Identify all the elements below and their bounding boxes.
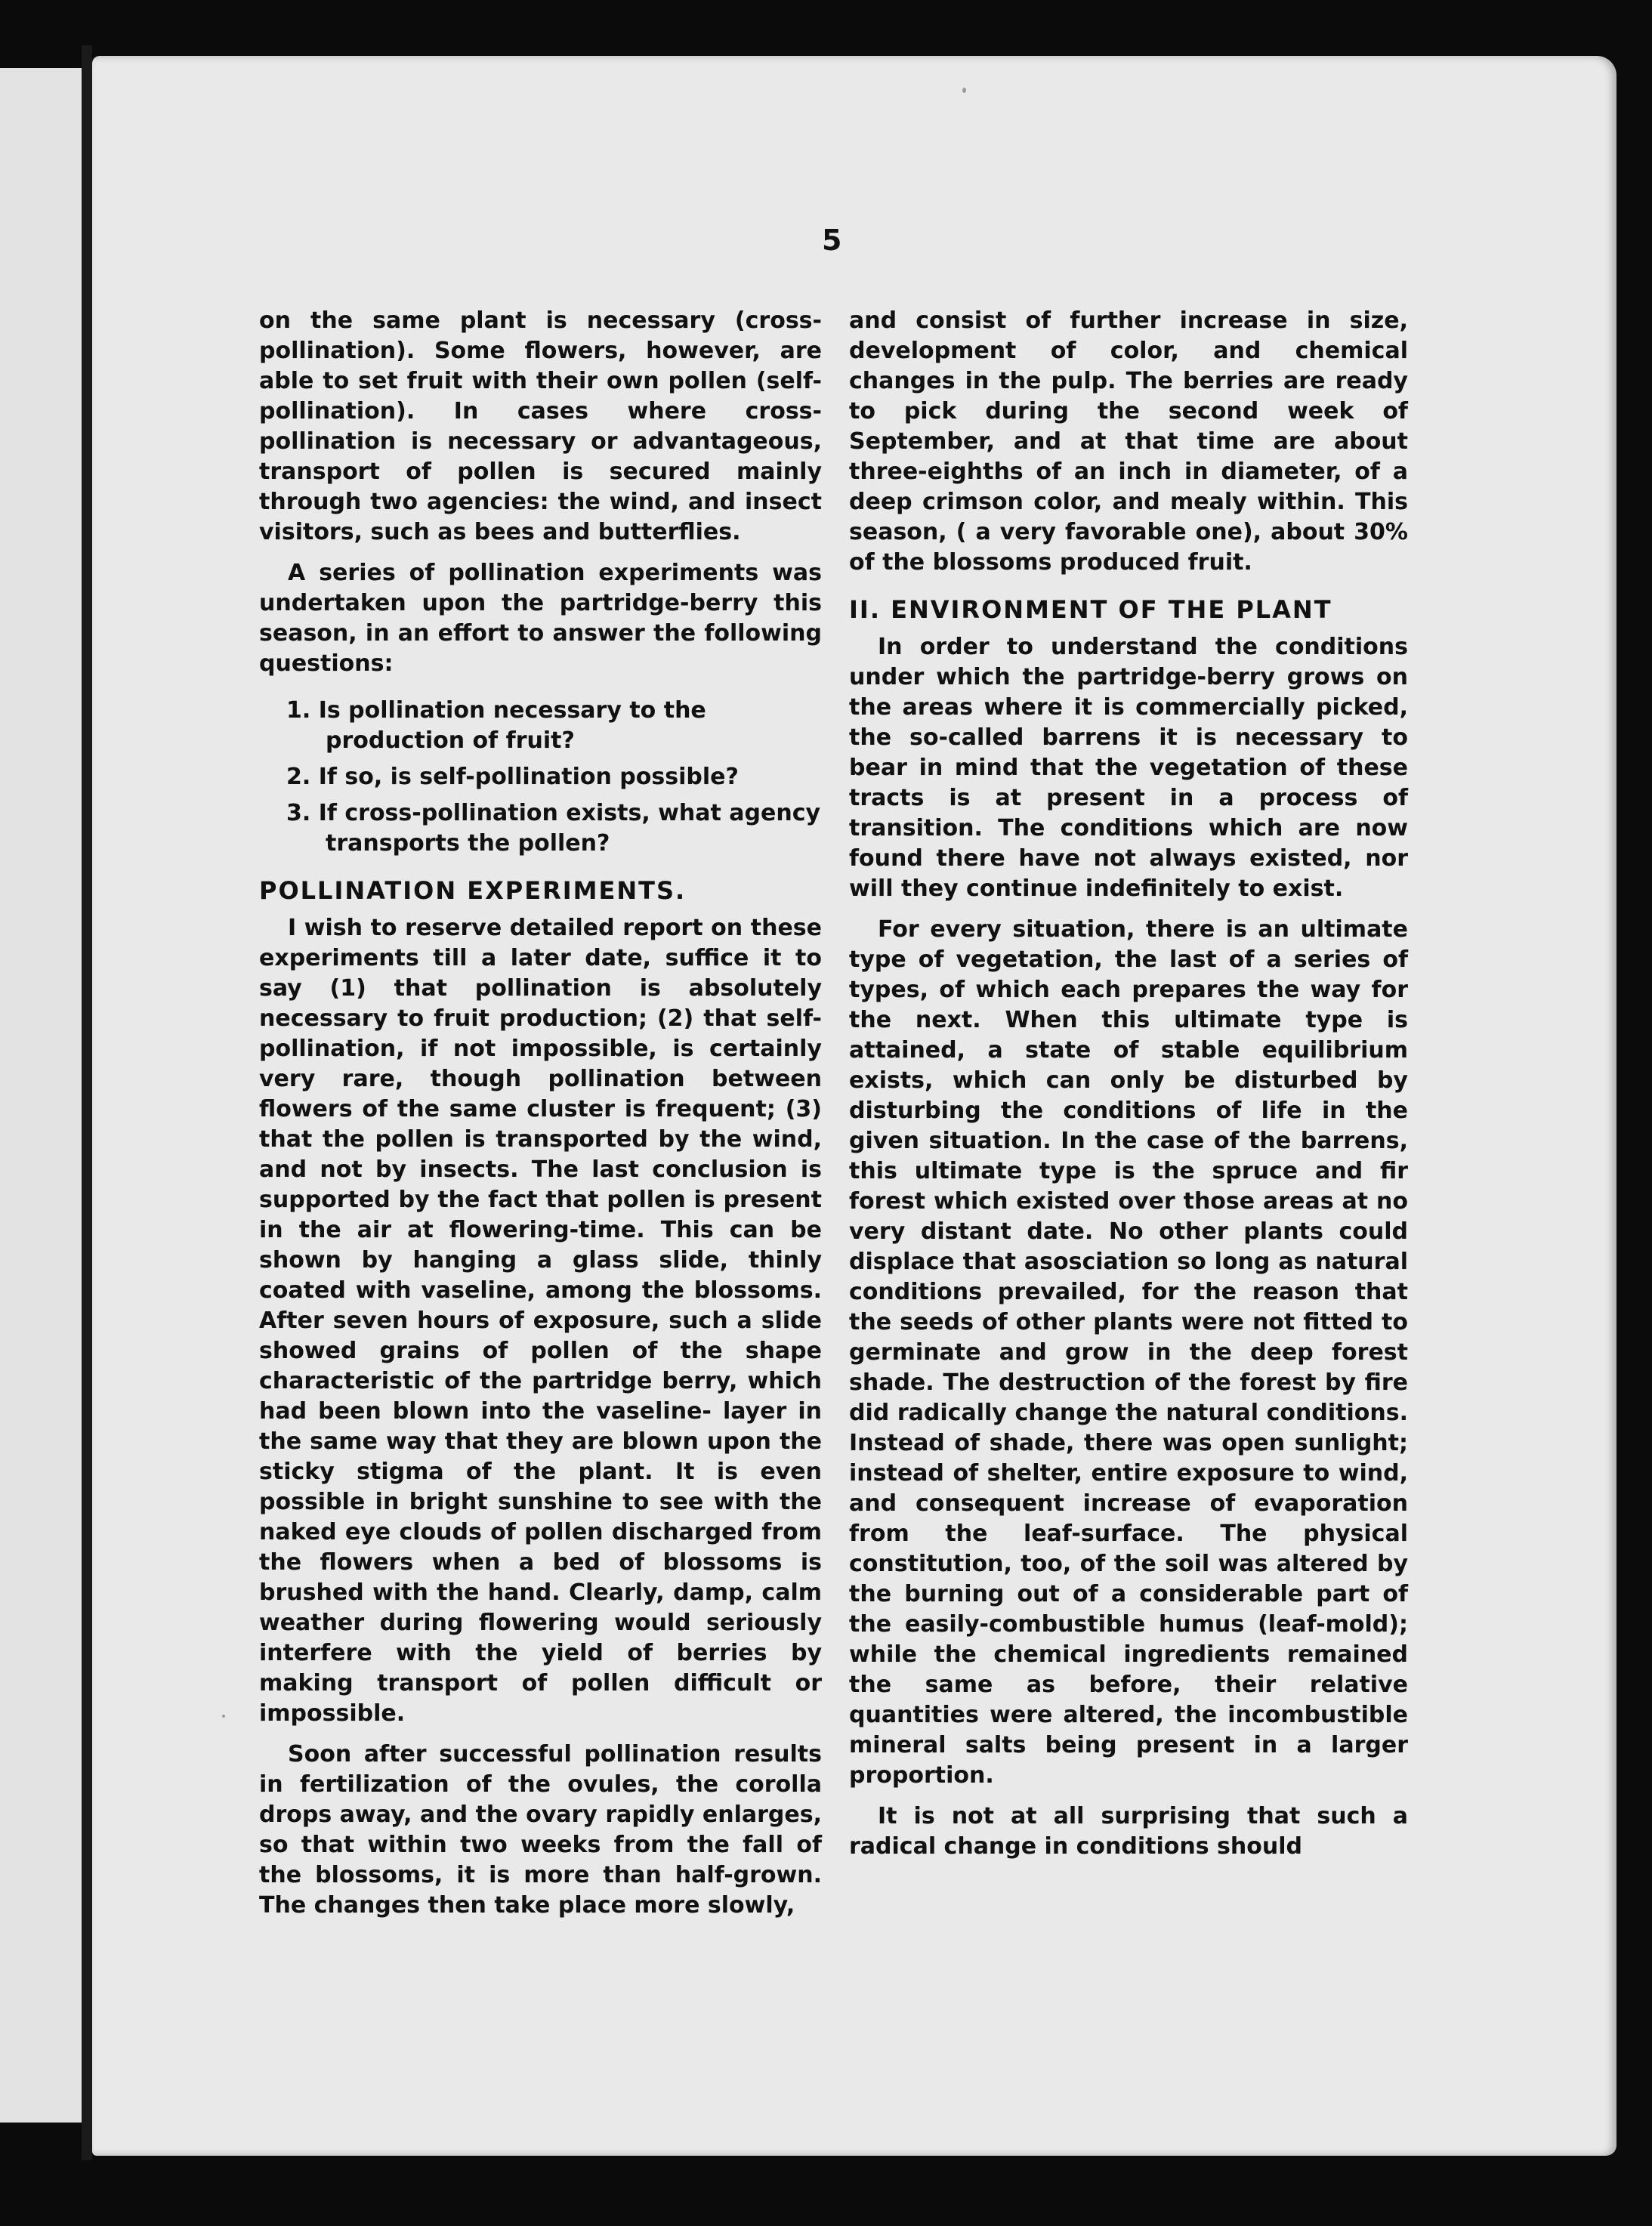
right-column [849,306,1408,1872]
paragraph: For every situation, there is an ultimate type of vegetation, the last of a series of types, of which each prepares the way for the next. When this ultimate type is attained, a state of stable equilibrium exists, which can only be disturbed by disturbing the conditions of life in the given situation. In the case of the barrens, this ultimate type is the spruce and fir forest which existed over those areas at no very distant date. No other plants could displace that asosciation so long as natural conditions prevailed, for the reason that the seeds of other plants were not fitted to germinate and grow in the deep forest shade. The destruction of the forest by fire did radically change the natural conditions. Instead of shade, there was open sunlight; instead of shelter, entire exposure to wind, and consequent increase of evaporation from the leaf-surface. The physical constitution, too, of the soil was altered by the burning out of a considerable part of the easily-combustible humus (leaf-mold); while the chemical ingredients remained the same as before, their relative quantities were altered, the incombustible mineral salts being present in a larger proportion. [849,916,1408,1789]
section-heading: POLLINATION EXPERIMENTS. [259,876,687,905]
paragraph: A series of pollination experiments was undertaken upon the partridge-berry this season, in an effort to answer the following questions: [259,560,822,677]
question-item: 2. If so, is self-pollination possible? [286,764,739,790]
print-speck [222,1715,225,1718]
paragraph: on the same plant is necessary (cross-pollination). Some flowers, however, are able to set fruit with their own pollen (self-pollination). In cases where cross-pollination is necessary or advantageous, transport of pollen is secured mainly through two agencies: the wind, and insect visitors, such as bees and butterflies. [259,307,822,545]
print-speck [962,88,966,93]
section-heading: II. ENVIRONMENT OF THE PLANT [849,595,1332,624]
paragraph: Soon after successful pollination results in fertilization of the ovules, the corolla drops away, and the ovary rapidly enlarges, so that within two weeks from the fall of the blossoms, it is more than half-grown. The changes then take place more slowly, [259,1741,822,1919]
left-column [259,306,822,1931]
paragraph: and consist of further increase in size, development of color, and chemical changes in the pulp. The berries are ready to pick during the second week of September, and at that time are about three-eighths of an inch in diameter, of a deep crimson color, and mealy within. This season, ( a very favorable one), about 30% of the blossoms produced fruit. [849,307,1408,576]
question-list [259,696,822,859]
facing-page-edge [0,68,82,2123]
book-gutter [82,45,92,2160]
question-item: 1. Is pollination necessary to the production of fruit? [286,697,706,754]
page-number: 5 [822,224,842,257]
question-item: 3. If cross-pollination exists, what agency transports the pollen? [286,800,821,857]
paragraph: In order to understand the conditions under which the partridge-berry grows on the areas where it is commercially picked, the so-called barrens it is necessary to bear in mind that the vegetation of these tracts is at present in a process of transition. The conditions which are now found there have not always existed, nor will they continue indefinitely to exist. [849,634,1408,902]
paragraph: It is not at all surprising that such a radical change in conditions should [849,1803,1408,1860]
paragraph: I wish to reserve detailed report on these experiments till a later date, suffice it to say (1) that pollination is absolutely necessary to fruit production; (2) that self-pollination, if not impossible, is certainly very rare, though pollination between flowers of the same cluster is frequent; (3) that the pollen is transported by the wind, and not by insects. The last conclusion is supported by the fact that pollen is present in the air at flowering-time. This can be shown by hanging a glass slide, thinly coated with vaseline, among the blossoms. After seven hours of exposure, such a slide showed grains of pollen of the shape characteristic of the partridge berry, which had been blown into the vaseline- layer in the same way that they are blown upon the sticky stigma of the plant. It is even possible in bright sunshine to see with the naked eye clouds of pollen discharged from the flowers when a bed of blossoms is brushed with the hand. Clearly, damp, calm weather during flowering would seriously interfere with the yield of berries by making transport of pollen difficult or impossible. [259,915,822,1727]
